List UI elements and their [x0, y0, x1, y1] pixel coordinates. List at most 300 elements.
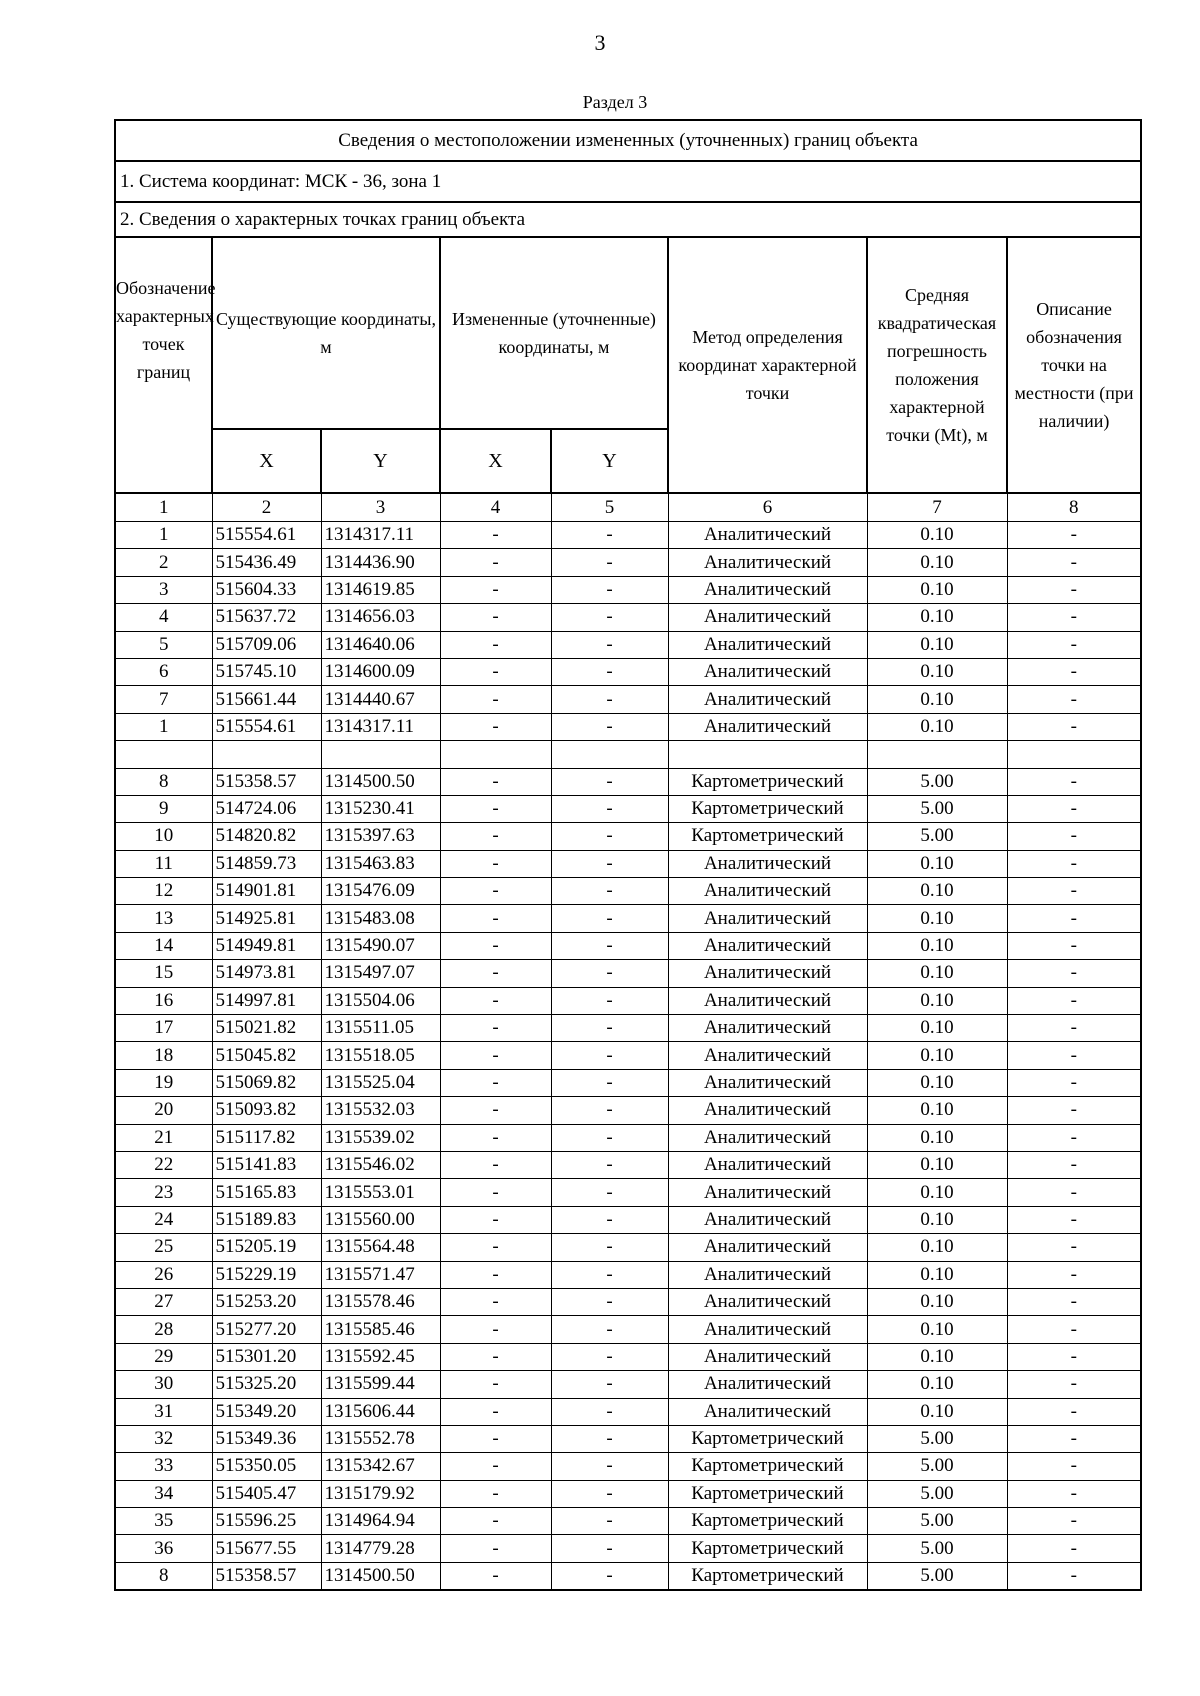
- cell-changed-x: -: [440, 932, 551, 959]
- cell-existing-y: 1315476.09: [321, 878, 440, 905]
- cell-point-id: 14: [115, 932, 212, 959]
- cell-existing-y: 1315230.41: [321, 795, 440, 822]
- cell-existing-x: 515325.20: [212, 1371, 321, 1398]
- cell-point-id: 22: [115, 1151, 212, 1178]
- cell-description: -: [1007, 1371, 1141, 1398]
- cell-changed-y: -: [551, 1124, 668, 1151]
- cell-existing-y: 1314500.50: [321, 768, 440, 795]
- cell-method: Аналитический: [668, 1398, 867, 1425]
- cell-error: 0.10: [867, 1261, 1007, 1288]
- cell-existing-x: 515554.61: [212, 713, 321, 740]
- cell-point-id: 18: [115, 1042, 212, 1069]
- cell-existing-y: 1315179.92: [321, 1480, 440, 1507]
- cell-existing-x: 515205.19: [212, 1234, 321, 1261]
- cell-point-id: 36: [115, 1535, 212, 1562]
- cell-changed-y: -: [551, 1535, 668, 1562]
- table-row: [115, 1234, 1141, 1261]
- cell-description: -: [1007, 713, 1141, 740]
- cell-existing-x: 515253.20: [212, 1288, 321, 1315]
- cell-existing-y: 1315599.44: [321, 1371, 440, 1398]
- cell-description: -: [1007, 658, 1141, 685]
- page-number: 3: [594, 30, 606, 55]
- cell-method: Аналитический: [668, 1234, 867, 1261]
- cell-description: -: [1007, 576, 1141, 603]
- cell-existing-y: 1315525.04: [321, 1069, 440, 1096]
- cell-existing-y: 1314779.28: [321, 1535, 440, 1562]
- cell-error: 5.00: [867, 1453, 1007, 1480]
- cell-existing-y: 1315553.01: [321, 1179, 440, 1206]
- header-existing-x: X: [212, 429, 321, 493]
- cell-existing-x: 515358.57: [212, 768, 321, 795]
- table-row: [115, 905, 1141, 932]
- cell-changed-y: [551, 741, 668, 768]
- cell-changed-y: -: [551, 1562, 668, 1590]
- cell-changed-y: -: [551, 713, 668, 740]
- header-changed-y: Y: [551, 429, 668, 493]
- cell-method: Аналитический: [668, 576, 867, 603]
- table-row: [115, 1015, 1141, 1042]
- cell-existing-y: 1315483.08: [321, 905, 440, 932]
- cell-error: 0.10: [867, 576, 1007, 603]
- cell-method: Аналитический: [668, 631, 867, 658]
- cell-description: -: [1007, 1124, 1141, 1151]
- cell-existing-x: 515117.82: [212, 1124, 321, 1151]
- cell-existing-y: 1315397.63: [321, 823, 440, 850]
- cell-method: Картометрический: [668, 1562, 867, 1590]
- cell-method: Аналитический: [668, 522, 867, 549]
- cell-method: Аналитический: [668, 905, 867, 932]
- table-row: [115, 1508, 1141, 1535]
- table-row: [115, 1097, 1141, 1124]
- cell-existing-x: 515229.19: [212, 1261, 321, 1288]
- cell-method: Картометрический: [668, 1425, 867, 1452]
- cell-point-id: 12: [115, 878, 212, 905]
- cell-point-id: 11: [115, 850, 212, 877]
- cell-description: -: [1007, 631, 1141, 658]
- cell-existing-y: 1314619.85: [321, 576, 440, 603]
- cell-existing-x: 515301.20: [212, 1343, 321, 1370]
- cell-error: 5.00: [867, 1425, 1007, 1452]
- cell-method: Аналитический: [668, 1179, 867, 1206]
- cell-changed-y: -: [551, 932, 668, 959]
- cell-changed-x: -: [440, 1343, 551, 1370]
- header-error: Средняя квадратическая погрешность положения характерной точки (Mt), м: [867, 237, 1007, 493]
- points-caption: 2. Сведения о характерных точках границ объекта: [115, 202, 1141, 237]
- cell-point-id: 6: [115, 658, 212, 685]
- cell-error: 0.10: [867, 604, 1007, 631]
- table-row: [115, 1069, 1141, 1096]
- cell-method: Картометрический: [668, 768, 867, 795]
- cell-existing-y: 1314317.11: [321, 713, 440, 740]
- cell-changed-y: -: [551, 795, 668, 822]
- table-row: [115, 1179, 1141, 1206]
- cell-description: -: [1007, 932, 1141, 959]
- cell-existing-x: 514997.81: [212, 987, 321, 1014]
- table-row: [115, 1343, 1141, 1370]
- cell-existing-y: 1315571.47: [321, 1261, 440, 1288]
- cell-existing-y: 1315342.67: [321, 1453, 440, 1480]
- cell-changed-y: -: [551, 1343, 668, 1370]
- table-row: [115, 1124, 1141, 1151]
- cell-description: -: [1007, 905, 1141, 932]
- cell-point-id: 27: [115, 1288, 212, 1315]
- header-existing-y: Y: [321, 429, 440, 493]
- cell-method: Аналитический: [668, 1015, 867, 1042]
- column-number: 1: [115, 493, 212, 522]
- cell-point-id: 13: [115, 905, 212, 932]
- header-description: Описание обозначения точки на местности (при наличии): [1007, 237, 1141, 493]
- cell-point-id: 28: [115, 1316, 212, 1343]
- cell-error: 5.00: [867, 1535, 1007, 1562]
- cell-changed-y: -: [551, 1097, 668, 1124]
- cell-method: Картометрический: [668, 795, 867, 822]
- section-title: Раздел 3: [582, 92, 648, 112]
- boundary-points-table: [114, 119, 1142, 1591]
- cell-changed-y: -: [551, 878, 668, 905]
- cell-error: 0.10: [867, 850, 1007, 877]
- cell-existing-y: [321, 741, 440, 768]
- cell-method: Аналитический: [668, 850, 867, 877]
- cell-changed-y: -: [551, 549, 668, 576]
- cell-error: 0.10: [867, 522, 1007, 549]
- cell-changed-x: -: [440, 1015, 551, 1042]
- cell-error: 0.10: [867, 1206, 1007, 1233]
- cell-existing-x: 514859.73: [212, 850, 321, 877]
- cell-existing-x: 515093.82: [212, 1097, 321, 1124]
- header-changed-coords: Измененные (уточненные) координаты, м: [440, 237, 668, 429]
- cell-changed-y: -: [551, 1425, 668, 1452]
- table-row: [115, 604, 1141, 631]
- cell-changed-x: -: [440, 1288, 551, 1315]
- cell-method: Аналитический: [668, 604, 867, 631]
- cell-point-id: 31: [115, 1398, 212, 1425]
- cell-changed-x: -: [440, 1535, 551, 1562]
- cell-existing-y: 1315490.07: [321, 932, 440, 959]
- table-row: [115, 576, 1141, 603]
- cell-description: -: [1007, 549, 1141, 576]
- table-row: [115, 1206, 1141, 1233]
- cell-existing-x: 515045.82: [212, 1042, 321, 1069]
- table-row: [115, 878, 1141, 905]
- cell-description: -: [1007, 1261, 1141, 1288]
- cell-point-id: 8: [115, 1562, 212, 1590]
- cell-method: Аналитический: [668, 549, 867, 576]
- cell-changed-y: -: [551, 823, 668, 850]
- cell-existing-x: [212, 741, 321, 768]
- cell-description: -: [1007, 823, 1141, 850]
- cell-changed-y: -: [551, 658, 668, 685]
- cell-existing-y: 1315539.02: [321, 1124, 440, 1151]
- cell-existing-x: 514949.81: [212, 932, 321, 959]
- cell-point-id: 15: [115, 960, 212, 987]
- cell-changed-y: -: [551, 905, 668, 932]
- column-number: 7: [867, 493, 1007, 522]
- table-row: [115, 1480, 1141, 1507]
- table-row: [115, 987, 1141, 1014]
- cell-existing-y: 1314317.11: [321, 522, 440, 549]
- cell-point-id: 26: [115, 1261, 212, 1288]
- cell-method: Аналитический: [668, 1206, 867, 1233]
- cell-changed-x: -: [440, 768, 551, 795]
- cell-point-id: 25: [115, 1234, 212, 1261]
- cell-error: 0.10: [867, 713, 1007, 740]
- cell-existing-y: 1315518.05: [321, 1042, 440, 1069]
- table-row: [115, 631, 1141, 658]
- cell-error: 0.10: [867, 1234, 1007, 1261]
- cell-point-id: 29: [115, 1343, 212, 1370]
- cell-changed-x: -: [440, 987, 551, 1014]
- cell-description: -: [1007, 1425, 1141, 1452]
- cell-changed-y: -: [551, 1042, 668, 1069]
- cell-changed-x: -: [440, 905, 551, 932]
- table-row: [115, 1535, 1141, 1562]
- column-number: 3: [321, 493, 440, 522]
- cell-existing-x: 515189.83: [212, 1206, 321, 1233]
- cell-method: Аналитический: [668, 1371, 867, 1398]
- cell-existing-x: 515358.57: [212, 1562, 321, 1590]
- cell-existing-x: 515661.44: [212, 686, 321, 713]
- cell-existing-y: 1314640.06: [321, 631, 440, 658]
- table-row: [115, 1371, 1141, 1398]
- cell-existing-y: 1315564.48: [321, 1234, 440, 1261]
- cell-existing-y: 1315560.00: [321, 1206, 440, 1233]
- cell-point-id: [115, 741, 212, 768]
- cell-existing-y: 1315497.07: [321, 960, 440, 987]
- column-number: 4: [440, 493, 551, 522]
- cell-existing-x: 514901.81: [212, 878, 321, 905]
- cell-point-id: 9: [115, 795, 212, 822]
- cell-description: -: [1007, 1234, 1141, 1261]
- cell-description: -: [1007, 850, 1141, 877]
- cell-changed-x: -: [440, 1151, 551, 1178]
- cell-error: 0.10: [867, 1015, 1007, 1042]
- cell-description: -: [1007, 1453, 1141, 1480]
- table-row: [115, 850, 1141, 877]
- cell-error: 0.10: [867, 1371, 1007, 1398]
- cell-description: [1007, 741, 1141, 768]
- cell-changed-x: -: [440, 795, 551, 822]
- cell-method: Аналитический: [668, 878, 867, 905]
- cell-description: -: [1007, 1343, 1141, 1370]
- cell-changed-y: -: [551, 1398, 668, 1425]
- cell-error: 0.10: [867, 960, 1007, 987]
- table-row: [115, 960, 1141, 987]
- cell-changed-x: -: [440, 1316, 551, 1343]
- cell-existing-x: 515069.82: [212, 1069, 321, 1096]
- cell-error: 0.10: [867, 905, 1007, 932]
- cell-point-id: 30: [115, 1371, 212, 1398]
- cell-existing-y: 1314440.67: [321, 686, 440, 713]
- cell-changed-x: -: [440, 1453, 551, 1480]
- cell-method: Аналитический: [668, 1316, 867, 1343]
- cell-description: -: [1007, 604, 1141, 631]
- cell-changed-y: -: [551, 522, 668, 549]
- cell-existing-y: 1314600.09: [321, 658, 440, 685]
- cell-description: -: [1007, 686, 1141, 713]
- cell-changed-x: -: [440, 658, 551, 685]
- cell-changed-y: -: [551, 1261, 668, 1288]
- cell-point-id: 2: [115, 549, 212, 576]
- cell-point-id: 35: [115, 1508, 212, 1535]
- cell-error: 0.10: [867, 1151, 1007, 1178]
- table-row: [115, 549, 1141, 576]
- cell-error: 0.10: [867, 631, 1007, 658]
- table-row: [115, 686, 1141, 713]
- cell-method: Аналитический: [668, 1124, 867, 1151]
- cell-existing-x: 515436.49: [212, 549, 321, 576]
- cell-method: Аналитический: [668, 1261, 867, 1288]
- cell-changed-y: -: [551, 631, 668, 658]
- cell-method: Аналитический: [668, 1343, 867, 1370]
- cell-changed-y: -: [551, 850, 668, 877]
- cell-method: Аналитический: [668, 1042, 867, 1069]
- cell-error: 0.10: [867, 1316, 1007, 1343]
- cell-description: -: [1007, 987, 1141, 1014]
- cell-point-id: 20: [115, 1097, 212, 1124]
- table-row: [115, 795, 1141, 822]
- cell-changed-y: -: [551, 1480, 668, 1507]
- cell-existing-x: 515349.36: [212, 1425, 321, 1452]
- table-row: [115, 932, 1141, 959]
- cell-changed-y: -: [551, 576, 668, 603]
- cell-changed-x: -: [440, 1097, 551, 1124]
- cell-changed-x: -: [440, 823, 551, 850]
- cell-changed-x: -: [440, 631, 551, 658]
- cell-changed-x: -: [440, 1124, 551, 1151]
- cell-description: -: [1007, 768, 1141, 795]
- cell-method: Картометрический: [668, 1535, 867, 1562]
- cell-description: -: [1007, 1316, 1141, 1343]
- cell-method: Картометрический: [668, 1508, 867, 1535]
- table-row: [115, 768, 1141, 795]
- cell-changed-y: -: [551, 1371, 668, 1398]
- cell-changed-y: -: [551, 604, 668, 631]
- cell-method: Аналитический: [668, 960, 867, 987]
- cell-changed-x: -: [440, 1425, 551, 1452]
- cell-description: -: [1007, 878, 1141, 905]
- column-number: 8: [1007, 493, 1141, 522]
- cell-existing-x: 515277.20: [212, 1316, 321, 1343]
- cell-existing-x: 514724.06: [212, 795, 321, 822]
- cell-changed-y: -: [551, 987, 668, 1014]
- column-number: 5: [551, 493, 668, 522]
- table-row: [115, 1562, 1141, 1590]
- cell-changed-y: -: [551, 1288, 668, 1315]
- cell-existing-x: 515637.72: [212, 604, 321, 631]
- cell-error: 0.10: [867, 1343, 1007, 1370]
- cell-existing-y: 1315585.46: [321, 1316, 440, 1343]
- cell-changed-x: -: [440, 522, 551, 549]
- cell-method: Аналитический: [668, 658, 867, 685]
- cell-method: Аналитический: [668, 713, 867, 740]
- cell-existing-x: 515405.47: [212, 1480, 321, 1507]
- cell-error: 0.10: [867, 658, 1007, 685]
- column-number: 6: [668, 493, 867, 522]
- cell-existing-x: 515349.20: [212, 1398, 321, 1425]
- cell-error: 0.10: [867, 987, 1007, 1014]
- table-row: [115, 1288, 1141, 1315]
- cell-description: -: [1007, 1151, 1141, 1178]
- cell-changed-x: -: [440, 713, 551, 740]
- cell-point-id: 33: [115, 1453, 212, 1480]
- cell-changed-y: -: [551, 1151, 668, 1178]
- cell-changed-x: -: [440, 1371, 551, 1398]
- cell-error: 5.00: [867, 1508, 1007, 1535]
- cell-description: -: [1007, 1069, 1141, 1096]
- table-title: Сведения о местоположении измененных (уточненных) границ объекта: [115, 120, 1141, 161]
- cell-point-id: 34: [115, 1480, 212, 1507]
- cell-description: -: [1007, 1508, 1141, 1535]
- cell-changed-x: -: [440, 1179, 551, 1206]
- cell-changed-x: -: [440, 850, 551, 877]
- cell-error: 0.10: [867, 1179, 1007, 1206]
- cell-point-id: 19: [115, 1069, 212, 1096]
- cell-description: -: [1007, 1206, 1141, 1233]
- cell-changed-y: -: [551, 1234, 668, 1261]
- table-row: [115, 1316, 1141, 1343]
- cell-existing-y: 1315511.05: [321, 1015, 440, 1042]
- cell-existing-x: 515677.55: [212, 1535, 321, 1562]
- cell-error: 0.10: [867, 1097, 1007, 1124]
- cell-changed-x: -: [440, 686, 551, 713]
- cell-existing-x: 515554.61: [212, 522, 321, 549]
- cell-changed-y: -: [551, 686, 668, 713]
- cell-method: Аналитический: [668, 1097, 867, 1124]
- cell-existing-x: 514973.81: [212, 960, 321, 987]
- column-number: 2: [212, 493, 321, 522]
- header-existing-coords: Существующие координаты, м: [212, 237, 440, 429]
- cell-description: -: [1007, 522, 1141, 549]
- header-changed-x: X: [440, 429, 551, 493]
- cell-existing-y: 1315504.06: [321, 987, 440, 1014]
- cell-changed-y: -: [551, 768, 668, 795]
- cell-method: Аналитический: [668, 1069, 867, 1096]
- cell-existing-x: 515709.06: [212, 631, 321, 658]
- cell-changed-x: [440, 741, 551, 768]
- cell-existing-y: 1315532.03: [321, 1097, 440, 1124]
- cell-existing-x: 514925.81: [212, 905, 321, 932]
- cell-method: Аналитический: [668, 686, 867, 713]
- cell-point-id: 10: [115, 823, 212, 850]
- cell-point-id: 4: [115, 604, 212, 631]
- cell-error: 0.10: [867, 1042, 1007, 1069]
- cell-description: -: [1007, 1562, 1141, 1590]
- cell-existing-y: 1314964.94: [321, 1508, 440, 1535]
- cell-error: 0.10: [867, 932, 1007, 959]
- cell-point-id: 1: [115, 522, 212, 549]
- cell-method: Аналитический: [668, 1288, 867, 1315]
- cell-changed-x: -: [440, 1562, 551, 1590]
- cell-point-id: 1: [115, 713, 212, 740]
- cell-existing-y: 1314436.90: [321, 549, 440, 576]
- cell-point-id: 7: [115, 686, 212, 713]
- header-designation: Обозначение характерных точек границ: [115, 237, 212, 493]
- cell-existing-y: 1314656.03: [321, 604, 440, 631]
- cell-method: Аналитический: [668, 1151, 867, 1178]
- cell-method: Картометрический: [668, 823, 867, 850]
- cell-description: -: [1007, 1398, 1141, 1425]
- cell-changed-y: -: [551, 1069, 668, 1096]
- cell-existing-y: 1315592.45: [321, 1343, 440, 1370]
- cell-existing-y: 1315546.02: [321, 1151, 440, 1178]
- table-row: [115, 1042, 1141, 1069]
- cell-error: 0.10: [867, 1124, 1007, 1151]
- cell-changed-x: -: [440, 1480, 551, 1507]
- cell-changed-x: -: [440, 1206, 551, 1233]
- cell-changed-x: -: [440, 1508, 551, 1535]
- cell-method: [668, 741, 867, 768]
- table-row: [115, 1453, 1141, 1480]
